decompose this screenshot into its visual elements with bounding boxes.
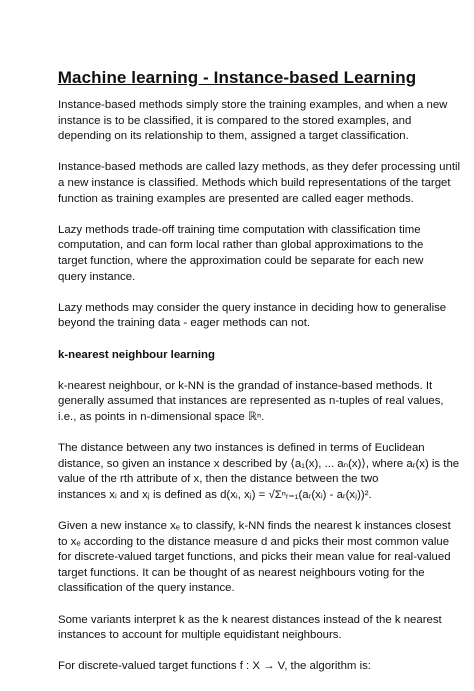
text-line: The distance between any two instances is defined in terms of Euclidean <box>58 442 425 455</box>
text-line: function as training examples are presented are called eager methods. <box>58 192 414 205</box>
section-heading-knn: k-nearest neighbour learning <box>58 348 215 361</box>
paragraph-lazy-eager <box>58 160 461 207</box>
text-line: to xₑ according to the distance measure d and picks their most common value <box>58 535 450 548</box>
text-line: Some variants interpret k as the k nearest distances instead of the k nearest <box>58 613 442 626</box>
text-line: Lazy methods may consider the query instance in deciding how to generalise <box>58 301 447 314</box>
text-line: beyond the training data - eager methods can not. <box>58 317 311 330</box>
text-line: value of the rth attribute of x, then the distance between the two <box>58 473 379 486</box>
text-line: i.e., as points in n-dimensional space ℝⁿ. <box>58 410 265 423</box>
text-line: depending on its relationship to them, assigned a target classification. <box>58 130 409 143</box>
paragraph-classify <box>58 519 451 597</box>
page-title: Machine learning - Instance-based Learning <box>57 68 417 87</box>
paragraph-instance-based-methods <box>58 98 448 145</box>
text-line: target function, where the approximation could be separate for each new <box>58 254 424 267</box>
text-line: distance, so given an instance x described by ⟨a₁(x), ... aₙ(x)⟩, where aᵣ(x) is the <box>58 457 460 470</box>
text-line: target functions. It can be thought of as nearest neighbours voting for the <box>58 566 425 579</box>
text-line: instances to account for multiple equidistant neighbours. <box>58 629 342 642</box>
text-line: Instance-based methods are called lazy methods, as they defer processing until <box>58 161 461 174</box>
text-line: Lazy methods trade-off training time computation with classification time <box>58 223 421 236</box>
paragraph-generalise <box>58 301 447 332</box>
text-line: instance is to be classified, it is compared to the stored examples, and <box>58 114 412 127</box>
paragraph-variants <box>58 613 442 644</box>
text-line: for discrete-valued target functions, and picks their mean value for real-valued <box>58 551 451 564</box>
text-line: instances xᵢ and xⱼ is defined as d(xᵢ, xⱼ) = √Σⁿᵣ₌₁(aᵣ(xᵢ) - aᵣ(xⱼ))². <box>58 488 372 501</box>
text-line: classification of the query instance. <box>58 582 235 595</box>
document-body <box>58 98 461 691</box>
text-line: Given a new instance xₑ to classify, k-NN finds the nearest k instances closest <box>58 520 451 533</box>
paragraph-knn-intro <box>58 379 444 426</box>
text-line: k-nearest neighbour, or k-NN is the grandad of instance-based methods. It <box>58 379 433 392</box>
paragraph-algorithm-intro: For discrete-valued target functions f : X → V, the algorithm is: <box>58 660 371 673</box>
paragraph-tradeoff <box>58 223 424 285</box>
text-line: Instance-based methods simply store the training examples, and when a new <box>58 99 448 111</box>
text-line: a new instance is classified. Methods which build representations of the target <box>58 176 451 189</box>
text-line: computation, and can form local rather than global approximations to the <box>58 239 424 252</box>
paragraph-distance <box>58 441 460 503</box>
text-line: query instance. <box>58 270 136 283</box>
text-line: generally assumed that instances are represented as n-tuples of real values, <box>58 395 444 408</box>
